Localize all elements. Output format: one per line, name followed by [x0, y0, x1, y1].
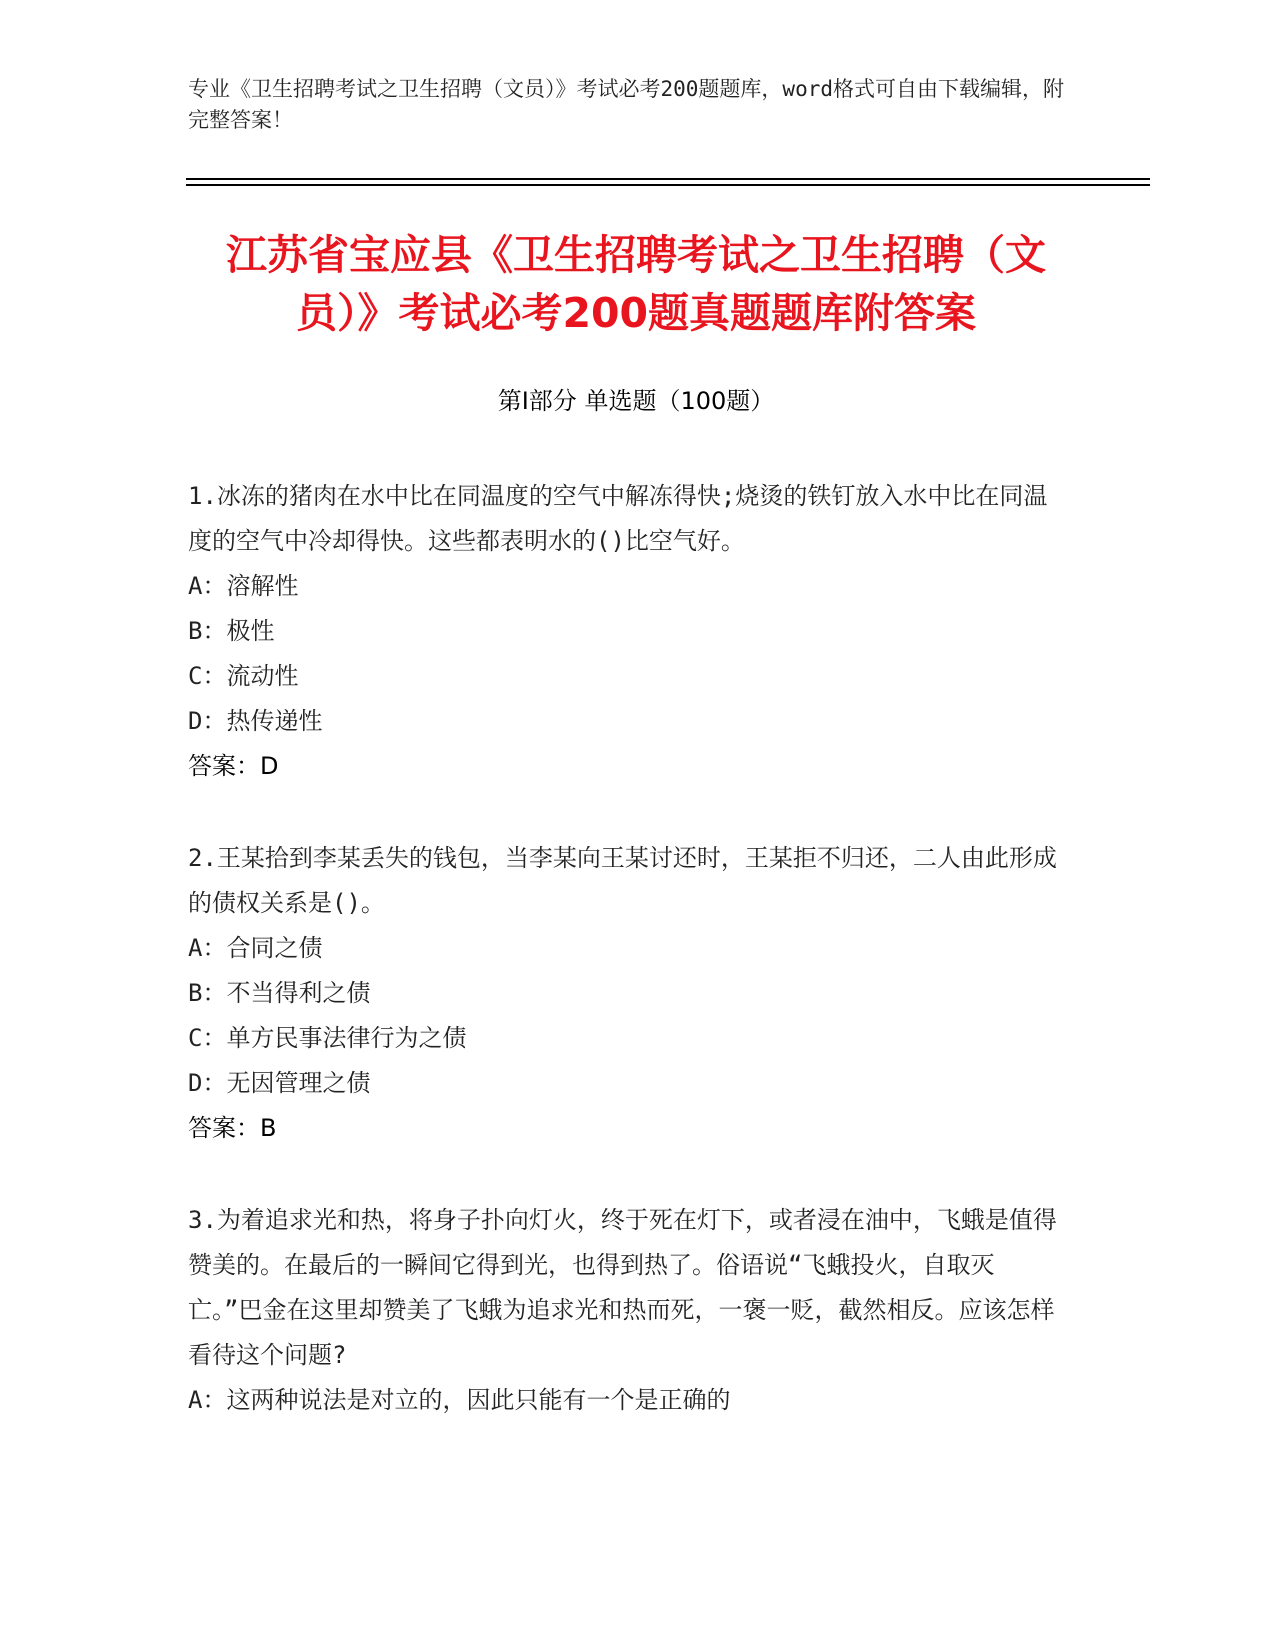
question-stem: 3.为着追求光和热，将身子扑向灯火，终于死在灯下，或者浸在油中，飞蛾是值得赞美的。在最后的一瞬间它得到光，也得到热了。俗语说“飞蛾投火，自取灭亡。”巴金在这里却赞美了飞蛾为追求光和热而死，一褒一贬，截然相反。应该怎样看待这个问题?	[188, 1206, 1057, 1369]
option-d: D：无因管理之债	[188, 1069, 371, 1097]
option-a: A：这两种说法是对立的，因此只能有一个是正确的	[188, 1386, 731, 1414]
option-d: D：热传递性	[188, 707, 323, 735]
question-2	[188, 836, 1068, 1151]
question-stem: 2.王某拾到李某丢失的钱包，当李某向王某讨还时，王某拒不归还，二人由此形成的债权关系是()。	[188, 844, 1057, 917]
header-note: 专业《卫生招聘考试之卫生招聘（文员）》考试必考200题题库，word格式可自由下载编辑，附完整答案！	[188, 77, 1064, 132]
option-b: B：极性	[188, 617, 275, 645]
header-divider-bottom	[186, 184, 1150, 186]
option-b: B：不当得利之债	[188, 979, 371, 1007]
section-title: 第Ⅰ部分 单选题（100题）	[497, 387, 775, 415]
header-divider-top	[186, 178, 1150, 180]
answer: 答案：D	[188, 752, 279, 780]
document-title: 江苏省宝应县《卫生招聘考试之卫生招聘（文员）》考试必考200题真题题库附答案	[226, 231, 1046, 337]
option-c: C：流动性	[188, 662, 299, 690]
option-a: A：溶解性	[188, 572, 299, 600]
question-3	[188, 1198, 1068, 1423]
option-c: C：单方民事法律行为之债	[188, 1024, 467, 1052]
answer: 答案：B	[188, 1114, 277, 1142]
question-stem: 1.冰冻的猪肉在水中比在同温度的空气中解冻得快;烧烫的铁钉放入水中比在同温度的空气中冷却得快。这些都表明水的()比空气好。	[188, 482, 1048, 555]
question-1	[188, 474, 1068, 789]
option-a: A：合同之债	[188, 934, 323, 962]
